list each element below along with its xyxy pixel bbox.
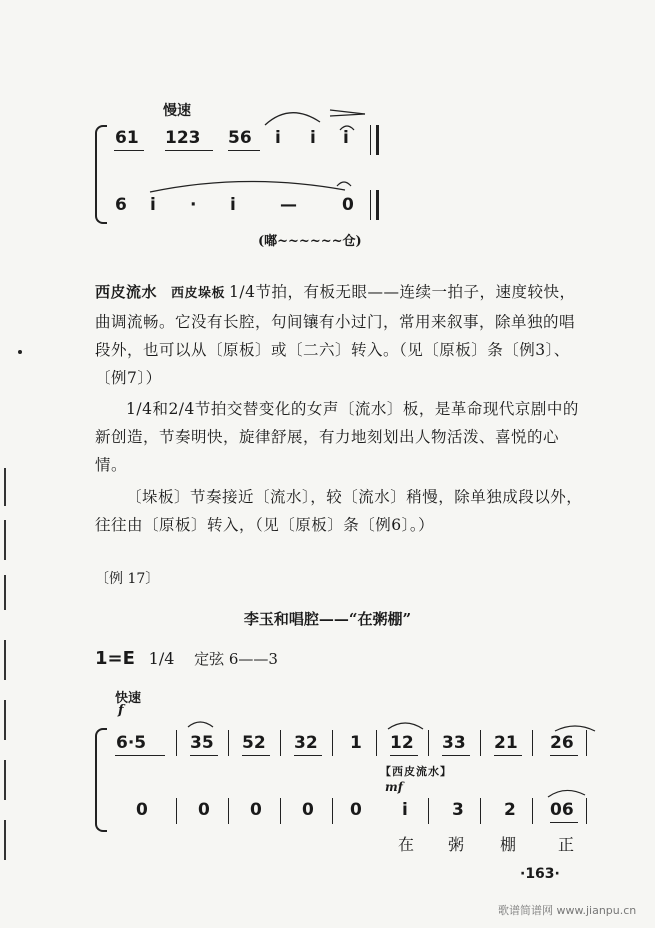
note: 12 (390, 733, 414, 753)
note: 35 (190, 733, 214, 753)
barline (532, 798, 533, 824)
example-row2 (110, 800, 600, 830)
key-signature (95, 648, 278, 669)
system-bracket (95, 728, 107, 832)
time-signature: 1/4 (148, 649, 175, 668)
note: 0 (136, 800, 148, 820)
barline (332, 798, 333, 824)
lyric: 正 (558, 835, 579, 854)
example-title: 李玉和唱腔——“在粥棚” (243, 610, 412, 628)
note: 56 (228, 128, 252, 148)
barline (586, 798, 587, 824)
lyric: 在 (398, 835, 419, 854)
slur-marks (185, 715, 605, 735)
note: 26 (550, 733, 574, 753)
barline (280, 798, 281, 824)
percussion-caption: (嘟~~~~~~仓) (258, 234, 362, 249)
note: 123 (165, 128, 201, 148)
binding-mark (4, 468, 6, 506)
note: · (190, 195, 197, 215)
note: i (402, 800, 408, 820)
barline (228, 798, 229, 824)
note: 32 (294, 733, 318, 753)
paragraph-2: 1/4和2/4节拍交替变化的女声〔流水〕板，是革命现代京剧中的新创造，节奏明快，旋律舒展，有力地刻划出人物活泼、喜悦的心情。 (95, 400, 579, 474)
tempo-marking: 慢速 (163, 103, 191, 119)
system-bracket (95, 125, 107, 224)
tie-arc (145, 172, 355, 202)
note: 33 (442, 733, 466, 753)
slur-marks (260, 100, 370, 135)
note: 0 (302, 800, 314, 820)
dynamic-mf: mf (385, 780, 403, 794)
tempo-marking: 快速 (115, 691, 142, 706)
note: — (280, 195, 297, 215)
binding-mark (4, 760, 6, 800)
label-box: 【西皮流水】 (380, 765, 452, 778)
paragraph-3: 〔垛板〕节奏接近〔流水〕，较〔流水〕稍慢，除单独成段以外，往往由〔原板〕转入，（见〔原板〕条〔例6〕。） (95, 488, 583, 534)
note: 0 (342, 195, 354, 215)
note: 0 (198, 800, 210, 820)
section-heading: 西皮流水 (95, 283, 158, 301)
barline (176, 730, 177, 756)
paragraph-1 (95, 278, 590, 392)
double-barline (370, 125, 379, 155)
note: 2 (504, 800, 516, 820)
note: 06 (550, 800, 574, 820)
note: i (343, 128, 349, 148)
barline (176, 798, 177, 824)
note: 0 (350, 800, 362, 820)
note: 6·5 (116, 733, 147, 753)
note: i (230, 195, 236, 215)
note: 52 (242, 733, 266, 753)
stray-dot (18, 350, 22, 354)
page-number: ·163· (520, 866, 560, 882)
example-row1 (110, 733, 600, 763)
barline (428, 798, 429, 824)
tuning: 定弦 6——3 (194, 650, 278, 668)
score-1 (0, 0, 655, 260)
note: 6 (115, 195, 127, 215)
barline (480, 798, 481, 824)
note: i (310, 128, 316, 148)
binding-mark (4, 575, 6, 610)
dynamic-f: f (118, 703, 124, 718)
lyric: 粥 (448, 835, 469, 854)
key: 1=E (95, 648, 135, 669)
note: i (275, 128, 281, 148)
note: 3 (452, 800, 464, 820)
double-barline (370, 190, 379, 220)
lyric: 棚 (500, 835, 521, 854)
binding-mark (4, 640, 6, 680)
section-subheading: 西皮垛板 (171, 286, 226, 301)
note: i (150, 195, 156, 215)
note: 1 (350, 733, 362, 753)
example-label: 〔例 17〕 (95, 571, 160, 587)
note: 21 (494, 733, 518, 753)
binding-mark (4, 820, 6, 860)
binding-mark (4, 520, 6, 560)
paragraph-text: 1/4节拍，有板无眼——连续一拍子，速度较快，曲调流畅。它没有长腔，句间镶有小过门，常用来叙事，除单独的唱段外，也可以从〔原板〕或〔二六〕转入。（见〔原板〕条〔例3〕、〔例7〕） (95, 283, 576, 387)
note: 61 (115, 128, 139, 148)
watermark: 歌谱简谱网 www.jianpu.cn (498, 904, 637, 917)
note: 0 (250, 800, 262, 820)
slur-marks (545, 783, 590, 801)
binding-mark (4, 700, 6, 740)
